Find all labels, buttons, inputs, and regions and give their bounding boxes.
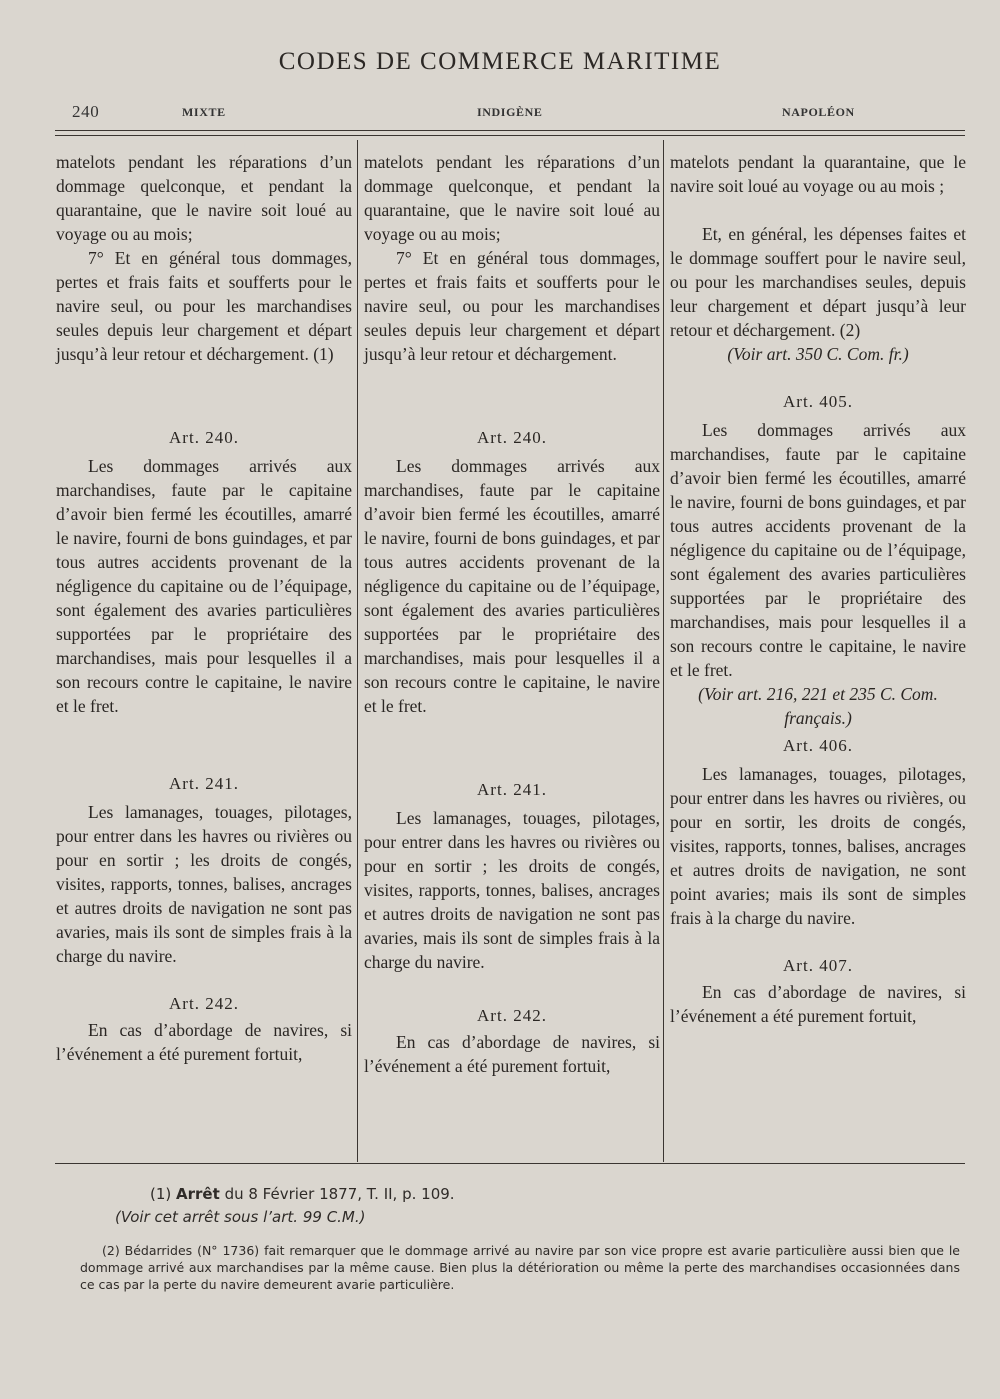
article-heading: Art. 241. — [477, 780, 547, 799]
header-rule-bottom — [55, 135, 965, 136]
article-text: Les lamanages, touages, pilotages, pour entrer dans les havres ou rivières, ou pour en sortir, les droits de congés, visites, rapports, tonnes, balises, ancrages et autres droits de navigation, ne sont point avaries; mais ils sont de simples frais à la charge du navire. — [670, 764, 966, 928]
paragraph-7: 7° Et en général tous dommages, pertes et frais faits et soufferts pour le navire seul, ou pour les marchandises seules depuis leur chargement et départ jusqu’à leur retour et déchargement. (1) — [56, 248, 352, 364]
column-heading-mixte: MIXTE — [182, 105, 226, 119]
footnote-1-reference: (Voir cet arrêt sous l’art. 99 C.M.) — [115, 1208, 366, 1226]
column-napoleon — [670, 150, 966, 1028]
article-text: Les lamanages, touages, pilotages, pour entrer dans les havres ou rivières ou pour en sortir ; les droits de congés, visites, rapports, tonnes, balises, ancrages et autres droits de navigation ne sont pas avaries, mais ils sont de simples frais à la charge du navire. — [364, 808, 660, 972]
reference-note: (Voir art. 216, 221 et 235 C. Com. français.) — [698, 684, 938, 728]
article-text: Les dommages arrivés aux marchandises, faute par le capitaine d’avoir bien fermé les écoutilles, amarré le navire, fourni de bons guindages, et par tous autres accidents provenant de la négligence du capitaine ou de l’équipage, sont également des avaries particulières supportées par le propriétaire des marchandises, mais pour lesquelles il a son recours contre le capitaine, le navire et le fret. — [364, 456, 660, 716]
column-divider-1 — [357, 140, 358, 1162]
article-heading: Art. 406. — [783, 736, 853, 755]
article-heading: Art. 242. — [477, 1006, 547, 1025]
continued-paragraph: matelots pendant la quarantaine, que le navire soit loué au voyage ou au mois ; — [670, 152, 966, 196]
continued-paragraph: matelots pendant les réparations d’un dommage quelconque, et pendant la quarantaine, que le navire soit loué au voyage ou au mois; — [364, 152, 660, 244]
article-text: Les dommages arrivés aux marchandises, faute par le capitaine d’avoir bien fermé les écoutilles, amarré le navire, fourni de bons guindages, et par tous autres accidents provenant de la négligence du capitaine ou de l’équipage, sont également des avaries particulières supportées par le propriétaire des marchandises, mais pour lesquelles il a son recours contre le capitaine, le navire et le fret. — [670, 420, 966, 680]
article-text: Les dommages arrivés aux marchandises, faute par le capitaine d’avoir bien fermé les écoutilles, amarré le navire, fourni de bons guindages, et par tous autres accidents provenant de la négligence du capitaine ou de l’équipage, sont également des avaries particulières supportées par le propriétaire des marchandises, mais pour lesquelles il a son recours contre le capitaine, le navire et le fret. — [56, 456, 352, 716]
article-text: En cas d’abordage de navires, si l’événement a été purement fortuit, — [56, 1020, 352, 1064]
continued-paragraph: matelots pendant les réparations d’un dommage quelconque, et pendant la quarantaine, que le navire soit loué au voyage ou au mois; — [56, 152, 352, 244]
article-heading: Art. 240. — [477, 428, 547, 447]
page-title: CODES DE COMMERCE MARITIME — [278, 48, 722, 75]
footnote-2: (2) Bédarrides (N° 1736) fait remarquer que le dommage arrivé au navire par son vice propre est avarie particulière aussi bien que le dommage arrivé aux marchandises par la même cause. Bien plus la détérioration ou même la perte des marchandises occasionnées dans ce cas par la perte du navire demeurent avarie particulière. — [80, 1243, 960, 1292]
article-text: En cas d’abordage de navires, si l’événement a été purement fortuit, — [364, 1032, 660, 1076]
article-heading: Art. 241. — [169, 774, 239, 793]
header-rule-top — [55, 130, 965, 131]
article-heading: Art. 240. — [169, 428, 239, 447]
article-heading: Art. 405. — [783, 392, 853, 411]
footnotes — [80, 1182, 960, 1293]
article-heading: Art. 242. — [169, 994, 239, 1013]
article-text: Les lamanages, touages, pilotages, pour entrer dans les havres ou rivières ou pour en sortir ; les droits de congés, visites, rapports, tonnes, balises, ancrages et autres droits de navigation ne sont pas avaries, mais ils sont de simples frais à la charge du navire. — [56, 802, 352, 966]
footnote-1 — [150, 1182, 960, 1206]
column-heading-napoleon: NAPOLÉON — [782, 105, 855, 119]
column-mixte — [56, 150, 352, 1066]
footnote-1-keyword: Arrêt — [176, 1185, 220, 1203]
paragraph-7: 7° Et en général tous dommages, pertes et frais faits et soufferts pour le navire seul, ou pour les marchandises seules depuis leur chargement et départ jusqu’à leur retour et déchargement. — [364, 248, 660, 364]
page-number: 240 — [72, 102, 100, 121]
footnote-1-text: du 8 Février 1877, T. II, p. 109. — [224, 1185, 455, 1203]
reference-note: (Voir art. 350 C. Com. fr.) — [727, 344, 909, 364]
running-header — [60, 103, 965, 123]
article-text: En cas d’abordage de navires, si l’événement a été purement fortuit, — [670, 982, 966, 1026]
column-divider-2 — [663, 140, 664, 1162]
column-indigene — [364, 150, 660, 1078]
paragraph-general: Et, en général, les dépenses faites et le dommage souffert pour le navire seul, ou pour les marchandises seules, depuis leur chargement et départ jusqu’à leur retour et déchargement. (2) — [670, 224, 966, 340]
article-heading: Art. 407. — [783, 956, 853, 975]
footnote-rule — [55, 1163, 965, 1164]
footnote-1-number: (1) — [150, 1185, 172, 1203]
column-heading-indigene: INDIGÈNE — [477, 105, 543, 119]
